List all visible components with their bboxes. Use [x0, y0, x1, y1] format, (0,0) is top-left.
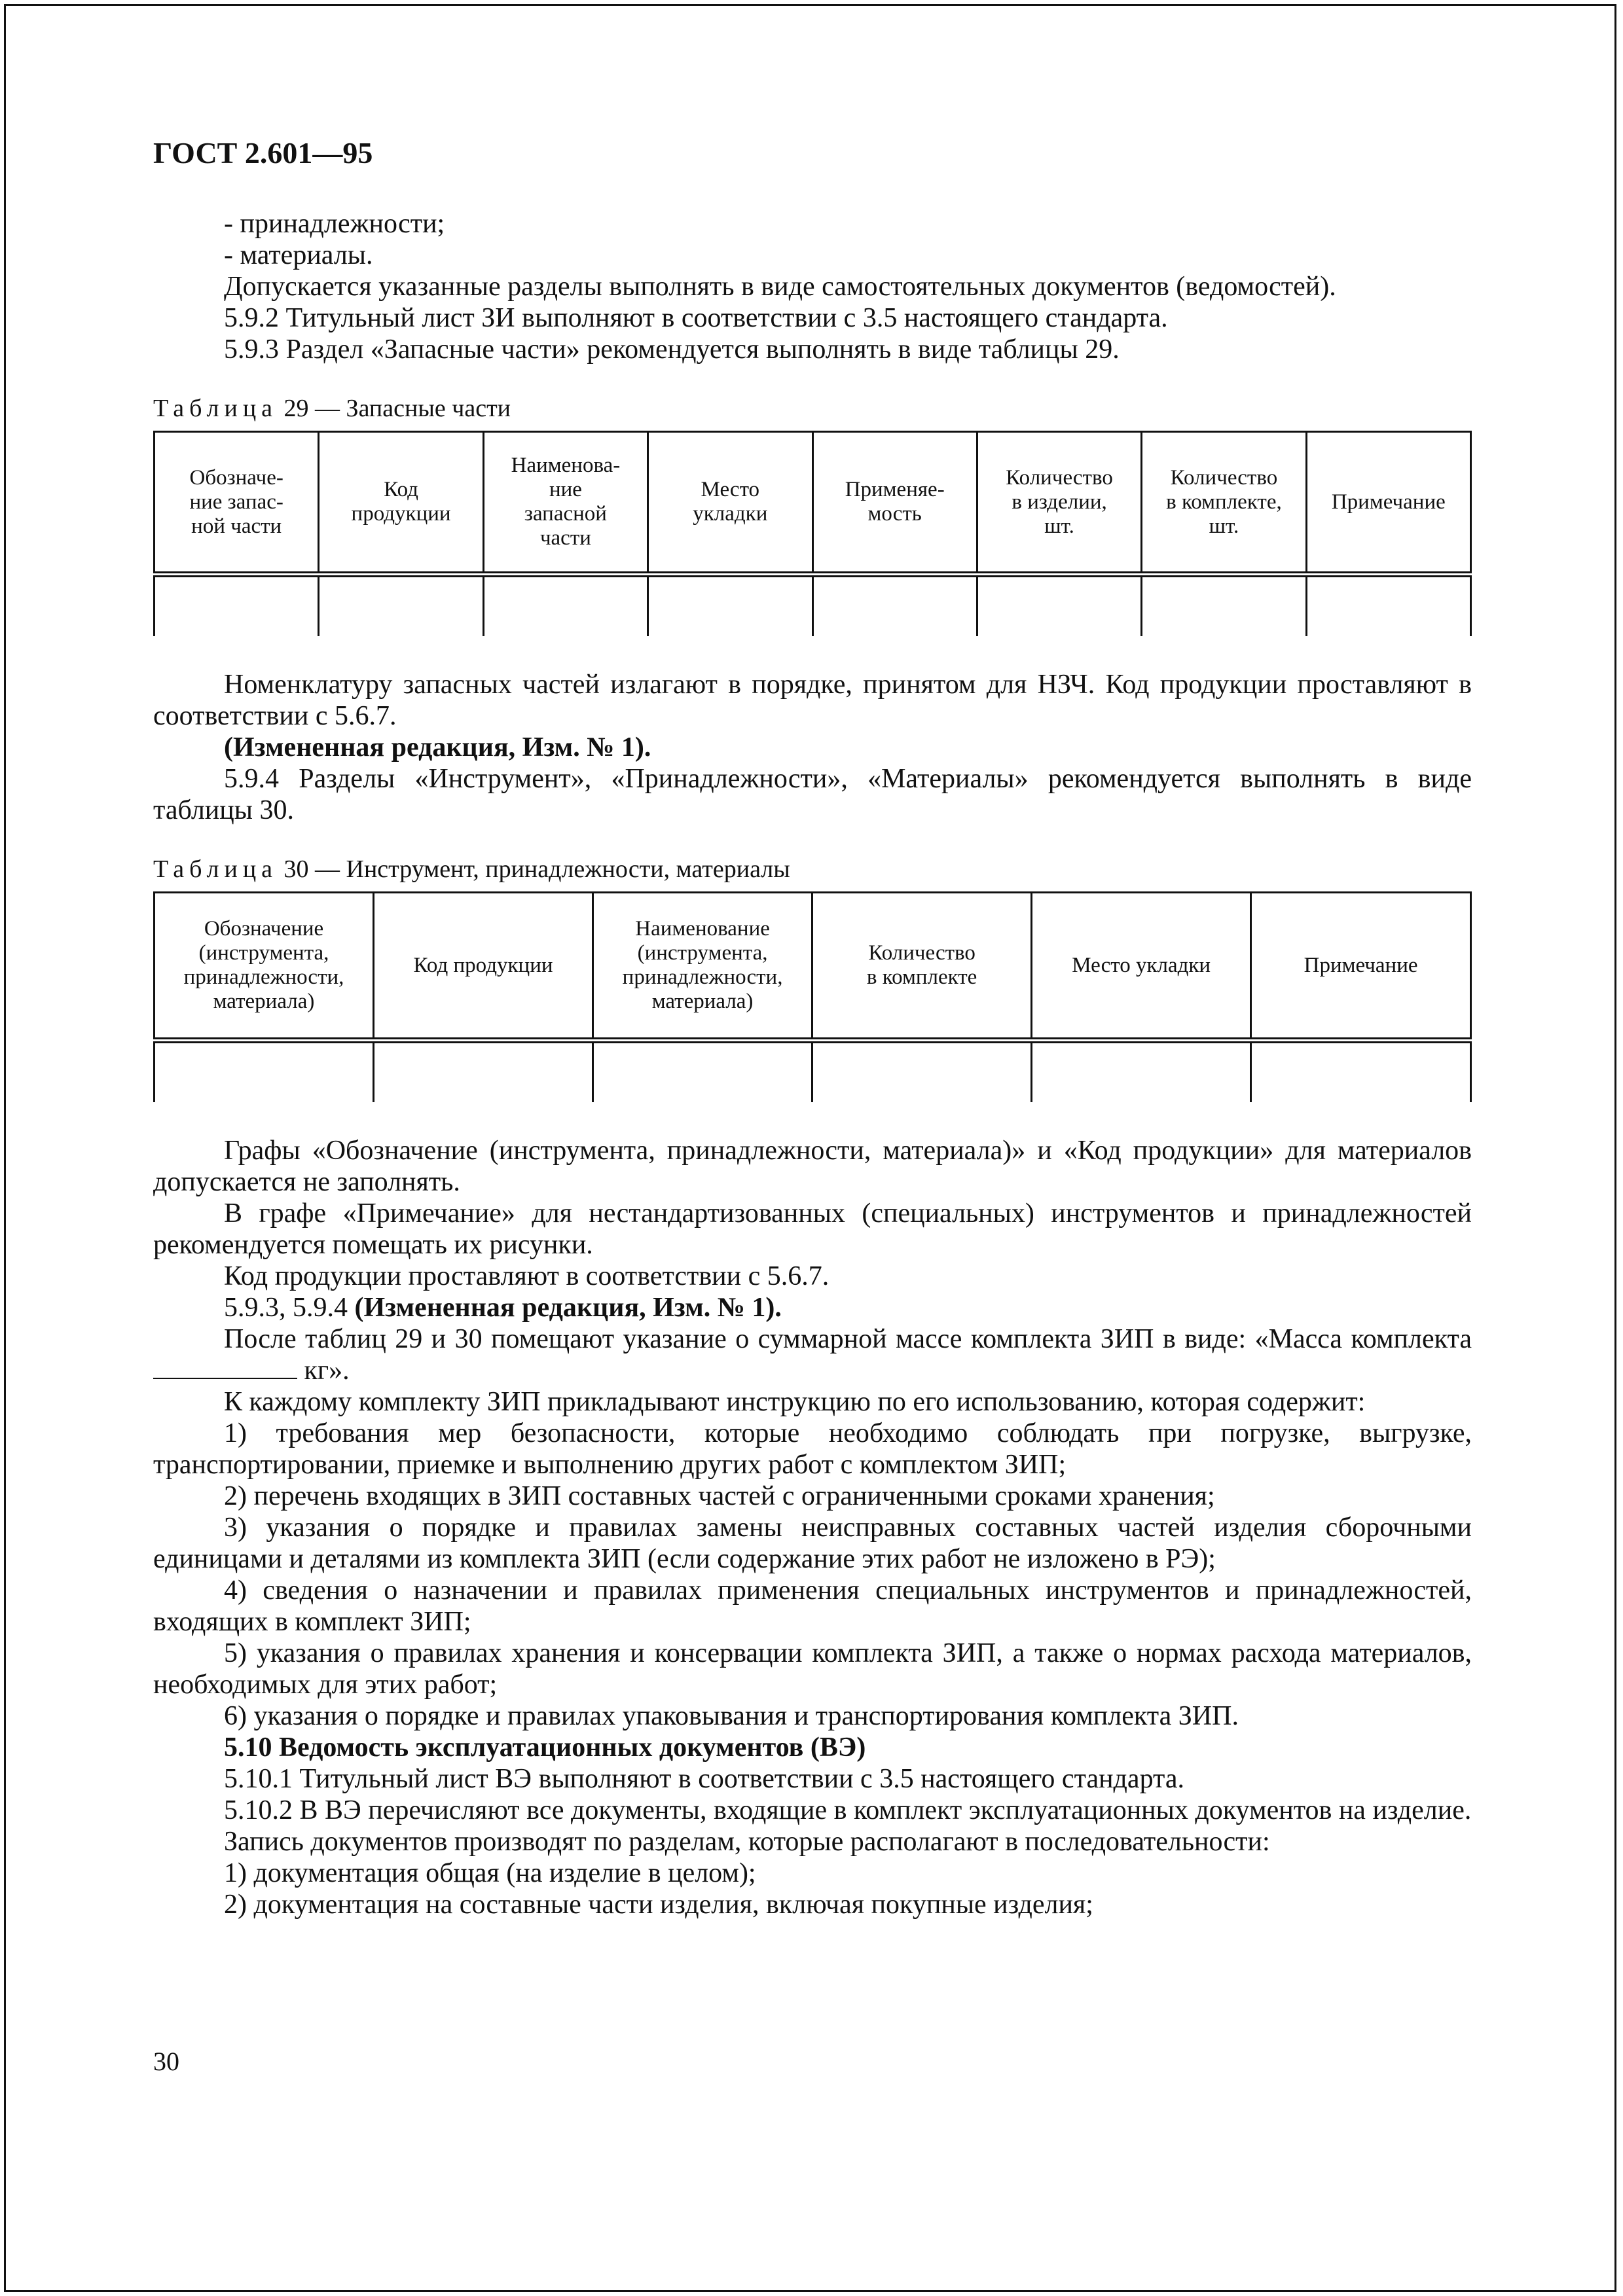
table-cell: [483, 575, 647, 637]
list-item: 2) документация на составные части изделия, включая покупные изделия;: [224, 1890, 1093, 1920]
paragraph: 5.10.2 В ВЭ перечисляют все документы, входящие в комплект эксплуатационных документов на изделие.: [224, 1795, 1472, 1825]
table-30-caption: [153, 855, 1472, 884]
column-header: Количество в комплекте: [812, 893, 1032, 1041]
document-header: ГОСТ 2.601—95: [153, 136, 373, 170]
paragraph: 5.9.4 Разделы «Инструмент», «Принадлежности», «Материалы» рекомендуется выполнять в виде таблицы 30.: [153, 764, 1472, 825]
table-29-caption: [153, 394, 1472, 423]
table-cell: [593, 1041, 812, 1103]
list-item: 6) указания о порядке и правилах упаковывания и транспортирования комплекта ЗИП.: [224, 1701, 1239, 1731]
column-header: Наименование (инструмента, принадлежности, материала): [593, 893, 812, 1041]
column-header: Количество в изделии, шт.: [977, 432, 1141, 575]
table-caption-text: 29 — Запасные части: [283, 395, 511, 422]
table-cell: [1032, 1041, 1251, 1103]
table-caption-label: Таблица: [153, 395, 278, 422]
paragraph: К каждому комплекту ЗИП прикладывают инструкцию по его использованию, которая содержит:: [224, 1387, 1366, 1417]
table-cell: [374, 1041, 593, 1103]
column-header: Код продукции: [374, 893, 593, 1041]
section-heading: 5.10 Ведомость эксплуатационных документов (ВЭ): [224, 1732, 866, 1763]
table-cell: [1306, 575, 1470, 637]
table-cell: [155, 1041, 374, 1103]
table-caption-label: Таблица: [153, 855, 278, 883]
revision-note: (Измененная редакция, Изм. № 1).: [224, 732, 651, 762]
paragraph: 5.9.2 Титульный лист ЗИ выполняют в соответствии с 3.5 настоящего стандарта.: [224, 303, 1168, 333]
list-item: 1) документация общая (на изделие в целом);: [224, 1858, 756, 1888]
list-line: - принадлежности;: [224, 209, 445, 239]
paragraph: 5.10.1 Титульный лист ВЭ выполняют в соответствии с 3.5 настоящего стандарта.: [224, 1764, 1185, 1794]
document-body: [153, 137, 1472, 1920]
column-header: Применяе- мость: [812, 432, 977, 575]
paragraph: Код продукции проставляют в соответствии с 5.6.7.: [224, 1261, 830, 1291]
table-cell: [812, 1041, 1032, 1103]
paragraph: Номенклатуру запасных частей излагают в порядке, принятом для НЗЧ. Код продукции проставляют в соответствии с 5.6.7.: [153, 670, 1472, 731]
column-header: Наименова- ние запасной части: [483, 432, 647, 575]
column-header: Обозначение (инструмента, принадлежности, материала): [155, 893, 374, 1041]
column-header: Примечание: [1251, 893, 1471, 1041]
mass-blank-line: [153, 1378, 297, 1379]
table-cell: [1251, 1041, 1471, 1103]
table-29: [153, 431, 1472, 636]
revision-note-line: [153, 1292, 1472, 1323]
table-cell: [648, 575, 812, 637]
mass-unit: кг».: [304, 1355, 350, 1386]
table-30: [153, 891, 1472, 1102]
table-row: [155, 575, 1471, 637]
column-header: Примечание: [1306, 432, 1470, 575]
column-header: Место укладки: [648, 432, 812, 575]
table-cell: [812, 575, 977, 637]
revision-ref: 5.9.3, 5.9.4: [224, 1293, 355, 1323]
paragraph: В графе «Примечание» для нестандартизованных (специальных) инструментов и принадлежностей рекомендуется помещать их рисунки.: [153, 1198, 1472, 1260]
list-item: 1) требования мер безопасности, которые необходимо соблюдать при погрузке, выгрузке, транспортировании, приемке и выполнению других работ с комплектом ЗИП;: [153, 1418, 1472, 1480]
table-cell: [977, 575, 1141, 637]
list-item: 4) сведения о назначении и правилах применения специальных инструментов и принадлежностей, входящих в комплект ЗИП;: [153, 1575, 1472, 1637]
table-cell: [155, 575, 319, 637]
list-item: 5) указания о правилах хранения и консервации комплекта ЗИП, а также о нормах расхода материалов, необходимых для этих работ;: [153, 1638, 1472, 1700]
mass-text: После таблиц 29 и 30 помещают указание о суммарной массе комплекта ЗИП в виде: «Масса комплекта: [224, 1324, 1472, 1354]
table-caption-text: 30 — Инструмент, принадлежности, материалы: [283, 855, 790, 883]
paragraph: Запись документов производят по разделам, которые располагают в последовательности:: [224, 1827, 1270, 1857]
table-cell: [1142, 575, 1306, 637]
table-row: [155, 1041, 1471, 1103]
column-header: Обозначе- ние запас- ной части: [155, 432, 319, 575]
paragraph: Графы «Обозначение (инструмента, принадлежности, материала)» и «Код продукции» для материалов допускается не заполнять.: [153, 1136, 1472, 1197]
column-header: Код продукции: [319, 432, 483, 575]
column-header: Количество в комплекте, шт.: [1142, 432, 1306, 575]
page-number: 30: [153, 2047, 179, 2076]
mass-paragraph: [153, 1323, 1472, 1386]
paragraph: 5.9.3 Раздел «Запасные части» рекомендуется выполнять в виде таблицы 29.: [224, 334, 1120, 365]
list-item: 2) перечень входящих в ЗИП составных частей с ограниченными сроками хранения;: [224, 1481, 1215, 1511]
list-item: 3) указания о порядке и правилах замены неисправных составных частей изделия сборочными единицами и деталями из комплекта ЗИП (если содержание этих работ не изложено в РЭ);: [153, 1513, 1472, 1574]
list-line: - материалы.: [224, 240, 373, 270]
revision-note: (Измененная редакция, Изм. № 1).: [354, 1293, 782, 1323]
paragraph: Допускается указанные разделы выполнять в виде самостоятельных документов (ведомостей).: [224, 272, 1336, 302]
column-header: Место укладки: [1032, 893, 1251, 1041]
table-cell: [319, 575, 483, 637]
